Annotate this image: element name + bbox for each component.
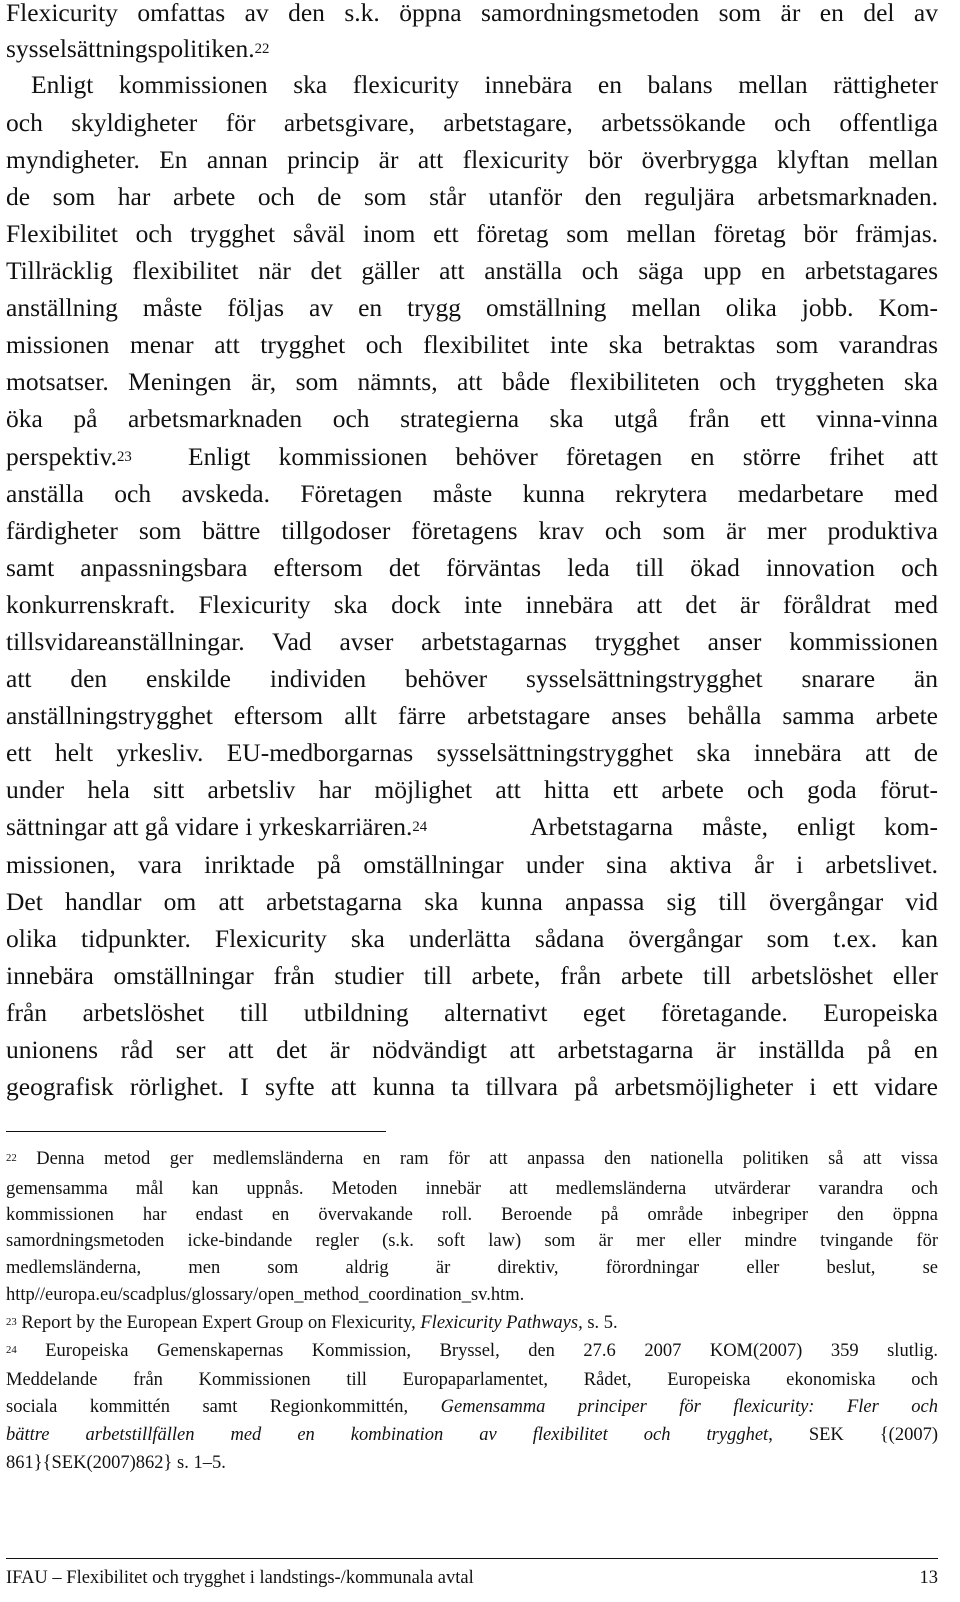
body-line: unionens råd ser att det är nödvändigt att arbetstagarna är inställda på en xyxy=(6,1035,938,1064)
footnote-line: bättre arbetstillfällen med en kombination av flexibilitet och trygghet, SEK {(2007) xyxy=(6,1425,938,1445)
body-line: att den enskilde individen behöver sysselsättningstrygghet snarare än xyxy=(6,664,938,693)
footnote-line: medlemsländerna, men som aldrig är direktiv, förordningar eller beslut, se xyxy=(6,1258,938,1278)
body-line: Arbetstagarna måste, enligt kom- xyxy=(530,812,938,841)
body-line: Flexibilitet och trygghet såväl inom ett företag som mellan företag bör främjas. xyxy=(6,219,938,248)
footnote-line: samordningsmetoden icke-bindande regler (s.k. soft law) som är mer eller mindre tvingande för xyxy=(6,1231,938,1251)
body-line: samt anpassningsbara eftersom det förväntas leda till ökad innovation och xyxy=(6,553,938,582)
footnote-line: kommissionen har endast en övervakande roll. Beroende på område inbegriper den öppna xyxy=(6,1205,938,1225)
footnote-link-text: http//europa.eu/scadplus/glossary/open_method_coordination_sv.htm. xyxy=(6,1285,525,1305)
footnote-ref-22: 22 xyxy=(254,41,270,58)
body-line: Enligt kommissionen ska flexicurity innebära en balans mellan rättigheter xyxy=(31,70,938,99)
body-line: och skyldigheter för arbetsgivare, arbetstagare, arbetssökande och offentliga xyxy=(6,108,938,137)
body-line: motsatser. Meningen är, som nämnts, att både flexibiliteten och tryggheten ska xyxy=(6,367,938,396)
footnote-24: $^{24}$ Europeiska Gemenskapernas Kommission, Bryssel, den 27.6 2007 KOM(2007) 359 slutlig. xyxy=(6,1341,938,1361)
footnote-23: $^{23}$ Report by the European Expert Group on Flexicurity, Flexicurity Pathways, s. 5. xyxy=(6,1313,618,1333)
body-line: missionen menar att trygghet och flexibilitet inte ska betraktas som varandras xyxy=(6,330,938,359)
footnote-line: Meddelande från Kommissionen till Europaparlamentet, Rådet, Europeiska ekonomiska och xyxy=(6,1370,938,1390)
body-line: innebära omställningar från studier till arbete, från arbete till arbetslöshet eller xyxy=(6,961,938,990)
body-line: Det handlar om att arbetstagarna ska kunna anpassa sig till övergångar vid xyxy=(6,887,938,916)
body-line: perspektiv.$^{23}$ xyxy=(6,442,132,471)
body-line: anställningstrygghet eftersom allt färre arbetstagare anses behålla samma arbete xyxy=(6,701,938,730)
body-line: ett helt yrkesliv. EU-medborgarnas sysselsättningstrygghet ska innebära att de xyxy=(6,738,938,767)
footnote-line: gemensamma mål kan uppnås. Metoden innebär att medlemsländerna utvärderar varandra och xyxy=(6,1179,938,1199)
body-line: sättningar att gå vidare i yrkeskarriären.$^{24}$ xyxy=(6,812,428,841)
body-line: tillsvidareanställningar. Vad avser arbetstagarnas trygghet anser kommissionen xyxy=(6,627,938,656)
footer-rule xyxy=(6,1558,938,1559)
body-line: missionen, vara inriktade på omställningar under sina aktiva år i arbetslivet. xyxy=(6,850,938,879)
footnote-line: 861}{SEK(2007)862} s. 1–5. xyxy=(6,1453,226,1473)
body-line: myndigheter. En annan princip är att flexicurity bör överbrygga klyftan mellan xyxy=(6,145,938,174)
footnote-ref-23: 23 xyxy=(116,449,132,466)
body-line: Flexicurity omfattas av den s.k. öppna samordningsmetoden som är en del av xyxy=(6,0,938,27)
footer-title: IFAU – Flexibilitet och trygghet i landstings-/kommunala avtal xyxy=(6,1568,474,1588)
body-line: konkurrenskraft. Flexicurity ska dock inte innebära att det är föråldrat med xyxy=(6,590,938,619)
body-line: sysselsättningspolitiken.$^{22}$ xyxy=(6,34,270,63)
body-line: Enligt kommissionen behöver företagen en större frihet att xyxy=(188,442,938,471)
body-line: från arbetslöshet till utbildning alternativt eget företagande. Europeiska xyxy=(6,998,938,1027)
body-line: anställa och avskeda. Företagen måste kunna rekrytera medarbetare med xyxy=(6,479,938,508)
body-line: under hela sitt arbetsliv har möjlighet att hitta ett arbete och goda förut- xyxy=(6,775,938,804)
footnote-ref-24: 24 xyxy=(412,819,428,836)
footnote-22: $^{22}$ Denna metod ger medlemsländerna en ram för att anpassa den nationella politiken så att vissa xyxy=(6,1149,939,1169)
body-line: anställning måste följas av en trygg omställning mellan olika jobb. Kom- xyxy=(6,293,938,322)
body-line: de som har arbete och de som står utanför den reguljära arbetsmarknaden. xyxy=(6,182,938,211)
page-number: 13 xyxy=(919,1568,938,1588)
body-line: Tillräcklig flexibilitet när det gäller att anställa och säga upp en arbetstagares xyxy=(6,256,938,285)
body-line: öka på arbetsmarknaden och strategierna ska utgå från ett vinna-vinna xyxy=(6,404,938,433)
footnote-separator xyxy=(6,1131,386,1132)
body-line: färdigheter som bättre tillgodoser företagens krav och som är mer produktiva xyxy=(6,516,938,545)
body-line: olika tidpunkter. Flexicurity ska underlätta sådana övergångar som t.ex. kan xyxy=(6,924,938,953)
body-line: geografisk rörlighet. I syfte att kunna ta tillvara på arbetsmöjligheter i ett vidare xyxy=(6,1072,938,1101)
footnote-line: sociala kommittén samt Regionkommittén, Gemensamma principer för flexicurity: Fler och xyxy=(6,1397,938,1417)
